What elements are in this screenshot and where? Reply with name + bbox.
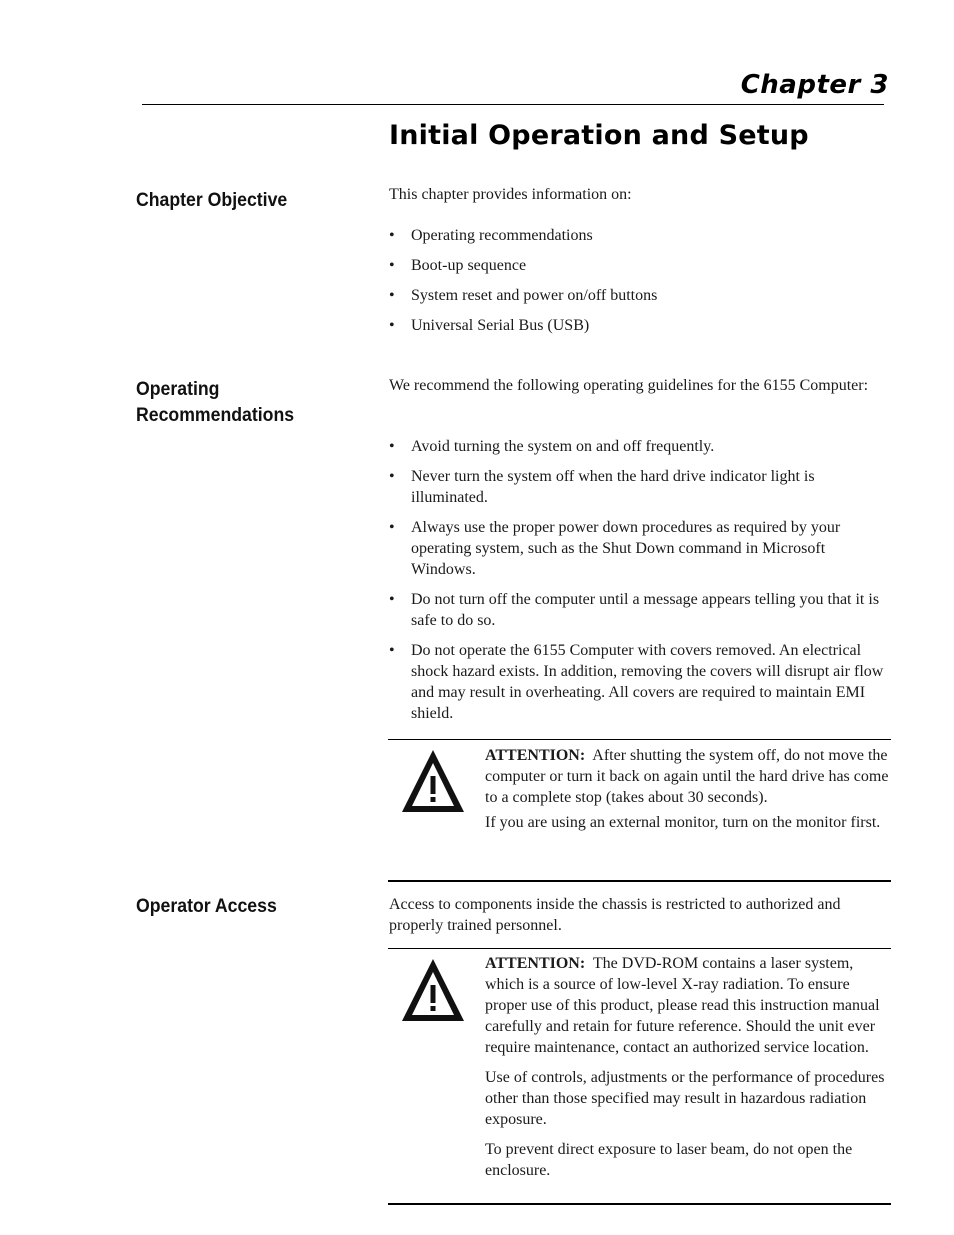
page-title: Initial Operation and Setup	[389, 120, 809, 151]
attention-paragraph: ATTENTION: After shutting the system off, do not move the computer or turn it back on again until the hard drive has come to a complete stop (takes about 30 seconds).	[485, 747, 889, 806]
attention-box-laser	[388, 948, 891, 1205]
header-rule	[142, 104, 884, 105]
section-heading-operator-access: Operator Access	[136, 896, 277, 917]
attention-paragraph: To prevent direct exposure to laser beam, do not open the enclosure.	[485, 1141, 853, 1179]
objective-list	[389, 225, 891, 336]
list-item: • Boot-up sequence	[389, 257, 527, 274]
warning-triangle-icon	[400, 746, 466, 812]
list-item: • Universal Serial Bus (USB)	[389, 317, 590, 334]
objective-intro: This chapter provides information on:	[389, 186, 632, 203]
list-item: • Avoid turning the system on and off frequently.	[389, 438, 715, 455]
list-item: • Do not operate the 6155 Computer with covers removed. An electrical shock hazard exists. In addition, removing the covers will disrupt air flow and may result in overheating. All covers are required to maintain EMI shield.	[389, 642, 884, 722]
list-item: • Operating recommendations	[389, 227, 593, 244]
attention-box-shutdown	[388, 739, 891, 882]
recommendations-list	[389, 436, 891, 724]
list-item: • Never turn the system off when the hard drive indicator light is illuminated.	[389, 468, 815, 506]
attention-note: If you are using an external monitor, turn on the monitor first.	[485, 814, 881, 831]
list-item: • Always use the proper power down procedures as required by your operating system, such as the Shut Down command in Microsoft Windows.	[389, 519, 841, 578]
chapter-label: Chapter 3	[740, 70, 889, 100]
attention-lead: ATTENTION:	[485, 955, 586, 972]
section-heading-chapter-objective: Chapter Objective	[136, 190, 288, 211]
attention-paragraph: ATTENTION: The DVD-ROM contains a laser system, which is a source of low-level X-ray radiation. To ensure proper use of this product, please read this instruction manual carefully and retain for future reference. Should the unit ever require maintenance, contact an authorized service location.	[485, 955, 880, 1056]
section-heading-operating-recommendations: Operating Recommendations	[136, 379, 295, 426]
list-item: • Do not turn off the computer until a message appears telling you that it is safe to do so.	[389, 591, 880, 629]
recommendations-intro: We recommend the following operating guidelines for the 6155 Computer:	[389, 377, 869, 394]
access-intro: Access to components inside the chassis is restricted to authorized and properly trained personnel.	[389, 896, 841, 934]
list-item: • System reset and power on/off buttons	[389, 287, 658, 304]
warning-triangle-icon	[400, 955, 466, 1021]
attention-paragraph: Use of controls, adjustments or the performance of procedures other than those specified may result in hazardous radiation exposure.	[485, 1069, 885, 1128]
attention-lead: ATTENTION:	[485, 747, 586, 764]
